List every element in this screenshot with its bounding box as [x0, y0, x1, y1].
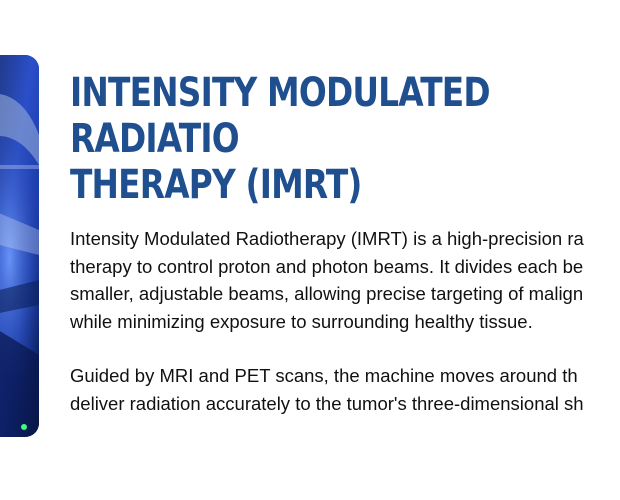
paragraph-intro: Intensity Modulated Radiotherapy (IMRT) is a high-precision ra therapy to control proton and photon beams. It divides each be smaller, adjustable beams, allowing precise targeting of malign while minimizing exposure to surrounding healthy tissue. [70, 228, 584, 332]
page-title: INTENSITY MODULATED RADIATIO THERAPY (IMRT) [70, 70, 490, 208]
radiotherapy-machine-image [0, 55, 39, 437]
status-indicator-icon [21, 424, 27, 430]
body-text [70, 225, 620, 444]
paragraph-guidance: Guided by MRI and PET scans, the machine moves around th deliver radiation accurately to the tumor's three-dimensional sh [70, 365, 584, 414]
radiotherapy-machine-photo-icon [0, 55, 39, 437]
